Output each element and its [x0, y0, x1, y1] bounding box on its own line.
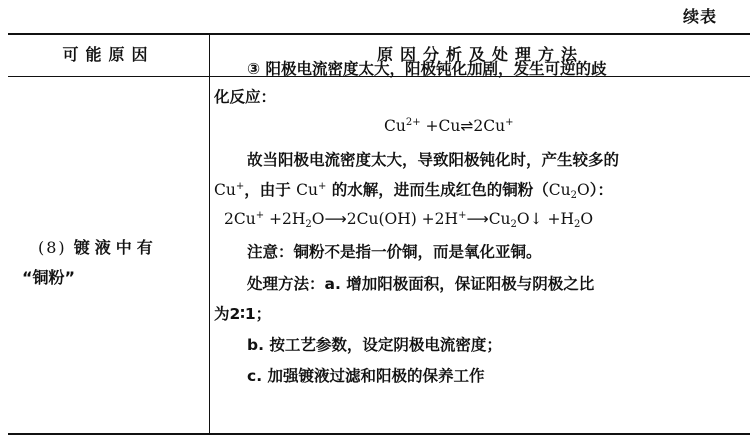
analysis-p2-line1: 故当阳极电流密度太大，导致阳极钝化时，产生较多的: [247, 151, 620, 169]
equation-2: $2Cu^+ +2H_2O⟶2Cu(OH)$ $+2H^+⟶Cu_2O↓ +H_2O$: [224, 210, 594, 230]
header-analysis: 原因分析及处理方法: [376, 45, 584, 64]
header-cause: 可能原因: [62, 45, 155, 64]
method-a-line1: [214, 272, 594, 294]
analysis-p1-line2: 化反应：: [214, 88, 277, 106]
equation-1: $Cu^{2+}$ +Cu⇌2Cu+: [384, 117, 514, 135]
method-a-line2: 为2∶1；: [214, 305, 272, 323]
method-a-text: a. 增加阳极面积，保证阳极与阴极之比: [324, 275, 595, 293]
note-text: 铜粉不是指一价铜，而是氧化亚铜。: [293, 243, 542, 261]
cause-line-2: “铜粉”: [22, 268, 76, 287]
cause-cell: [22, 233, 202, 293]
cause-text: 镀液中有: [73, 238, 158, 257]
method-label: 处理方法：: [247, 275, 325, 293]
analysis-p2-line2: Cu+，由于 Cu+ 的水解，进而生成红色的铜粉$(Cu_2O)$：: [214, 181, 613, 201]
analysis-p1-line1: ③ 阳极电流密度太大，阳极钝化加剧，发生可逆的歧: [247, 60, 607, 78]
cause-line-1: [22, 233, 202, 263]
column-divider: [209, 35, 210, 433]
method-b: b. 按工艺参数，设定阴极电流密度；: [247, 336, 502, 354]
note-label: 注意：: [247, 243, 294, 261]
note-line: [214, 240, 542, 262]
cause-number: (8): [38, 238, 67, 257]
continued-label: 续表: [682, 7, 717, 26]
method-c: c. 加强镀液过滤和阳极的保养工作: [247, 367, 485, 385]
